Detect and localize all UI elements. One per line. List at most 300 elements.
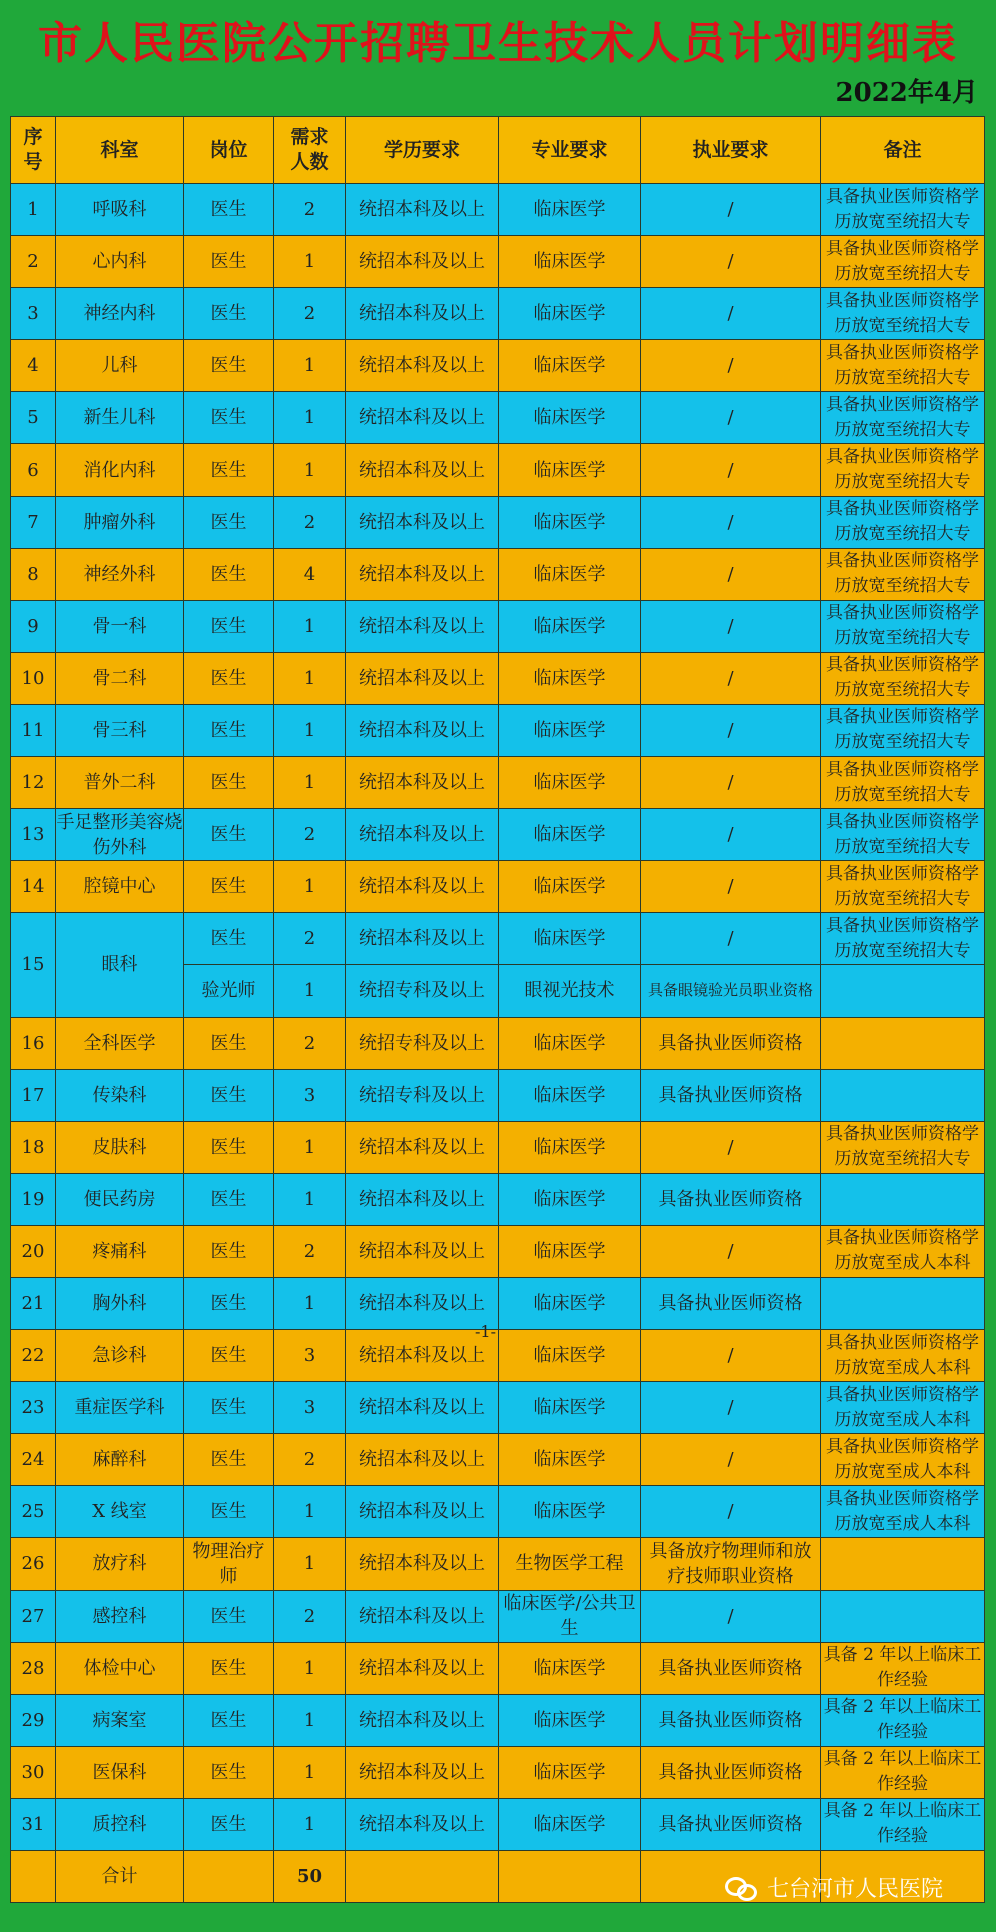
license-cell: 具备执业医师资格 (641, 1277, 821, 1329)
seq-cell: 14 (11, 861, 56, 913)
note-cell: 具备执业医师资格学历放宽至成人本科 (821, 1330, 985, 1382)
count-cell: 1 (274, 704, 346, 756)
post-cell: 医生 (184, 1173, 274, 1225)
count-cell: 1 (274, 236, 346, 288)
post-cell: 医生 (184, 913, 274, 965)
major-cell: 临床医学 (499, 1746, 641, 1798)
seq-cell: 20 (11, 1225, 56, 1277)
license-cell: / (641, 809, 821, 861)
note-cell: 具备 2 年以上临床工作经验 (821, 1642, 985, 1694)
dept-cell: 疼痛科 (56, 1225, 184, 1277)
major-cell: 临床医学 (499, 392, 641, 444)
page-number: -1- (475, 1322, 496, 1341)
post-cell: 医生 (184, 704, 274, 756)
license-cell: 具备执业医师资格 (641, 1746, 821, 1798)
note-cell: 具备执业医师资格学历放宽至统招大专 (821, 600, 985, 652)
major-cell: 临床医学 (499, 236, 641, 288)
count-cell: 2 (274, 1590, 346, 1642)
post-cell: 医生 (184, 1225, 274, 1277)
note-cell (821, 1017, 985, 1069)
major-cell: 临床医学 (499, 288, 641, 340)
post-cell: 验光师 (184, 965, 274, 1017)
major-cell: 临床医学 (499, 1798, 641, 1850)
major-cell: 临床医学 (499, 184, 641, 236)
note-cell (821, 1069, 985, 1121)
dept-cell: 新生儿科 (56, 392, 184, 444)
note-cell (821, 1590, 985, 1642)
major-cell: 临床医学 (499, 1330, 641, 1382)
note-cell (821, 1173, 985, 1225)
table-row (11, 809, 985, 861)
wechat-watermark (725, 1872, 943, 1903)
seq-cell: 13 (11, 809, 56, 861)
edu-cell: 统招本科及以上 (346, 913, 499, 965)
total-empty-cell (346, 1851, 499, 1903)
major-cell: 临床医学 (499, 1382, 641, 1434)
post-cell: 医生 (184, 1798, 274, 1850)
total-post-cell (184, 1851, 274, 1903)
edu-cell: 统招本科及以上 (346, 184, 499, 236)
date-label: 2022年4月 (835, 78, 978, 108)
total-seq-cell (11, 1851, 56, 1903)
major-cell: 临床医学 (499, 444, 641, 496)
license-cell: / (641, 704, 821, 756)
edu-cell: 统招本科及以上 (346, 600, 499, 652)
table-row (11, 1277, 985, 1329)
note-cell: 具备执业医师资格学历放宽至统招大专 (821, 757, 985, 809)
note-cell: 具备执业医师资格学历放宽至统招大专 (821, 913, 985, 965)
header-row (11, 117, 985, 184)
major-cell: 临床医学 (499, 1121, 641, 1173)
header-dept: 科室 (56, 117, 184, 184)
table-row (11, 1382, 985, 1434)
table-row (11, 548, 985, 600)
note-cell: 具备执业医师资格学历放宽至统招大专 (821, 548, 985, 600)
seq-cell: 29 (11, 1694, 56, 1746)
table-row (11, 1538, 985, 1590)
major-cell: 临床医学 (499, 1486, 641, 1538)
table-row (11, 913, 985, 965)
table-row (11, 444, 985, 496)
seq-cell: 19 (11, 1173, 56, 1225)
dept-cell: 全科医学 (56, 1017, 184, 1069)
edu-cell: 统招本科及以上 (346, 1173, 499, 1225)
note-cell: 具备执业医师资格学历放宽至成人本科 (821, 1486, 985, 1538)
table-row (11, 184, 985, 236)
table-row (11, 1017, 985, 1069)
count-cell: 3 (274, 1330, 346, 1382)
major-cell: 临床医学 (499, 340, 641, 392)
dept-cell: 儿科 (56, 340, 184, 392)
post-cell: 医生 (184, 1330, 274, 1382)
edu-cell: 统招本科及以上 (346, 392, 499, 444)
major-cell: 临床医学 (499, 1277, 641, 1329)
header-major: 专业要求 (499, 117, 641, 184)
dept-cell: 神经内科 (56, 288, 184, 340)
major-cell: 眼视光技术 (499, 965, 641, 1017)
seq-cell: 30 (11, 1746, 56, 1798)
count-cell: 1 (274, 757, 346, 809)
dept-cell: 急诊科 (56, 1330, 184, 1382)
note-cell: 具备执业医师资格学历放宽至统招大专 (821, 288, 985, 340)
table-row (11, 652, 985, 704)
count-cell: 2 (274, 1434, 346, 1486)
license-cell: / (641, 184, 821, 236)
edu-cell: 统招本科及以上 (346, 809, 499, 861)
table-row (11, 288, 985, 340)
note-cell: 具备执业医师资格学历放宽至统招大专 (821, 444, 985, 496)
post-cell: 物理治疗师 (184, 1538, 274, 1590)
license-cell: 具备执业医师资格 (641, 1798, 821, 1850)
edu-cell: 统招专科及以上 (346, 1017, 499, 1069)
major-cell: 临床医学 (499, 861, 641, 913)
note-cell: 具备执业医师资格学历放宽至统招大专 (821, 340, 985, 392)
post-cell: 医生 (184, 1121, 274, 1173)
note-cell (821, 1538, 985, 1590)
seq-cell: 21 (11, 1277, 56, 1329)
license-cell: / (641, 600, 821, 652)
license-cell: / (641, 1121, 821, 1173)
edu-cell: 统招本科及以上 (346, 757, 499, 809)
seq-cell: 22 (11, 1330, 56, 1382)
edu-cell: 统招本科及以上 (346, 548, 499, 600)
license-cell: / (641, 392, 821, 444)
post-cell: 医生 (184, 600, 274, 652)
dept-cell: 普外二科 (56, 757, 184, 809)
seq-cell: 26 (11, 1538, 56, 1590)
count-cell: 1 (274, 1798, 346, 1850)
seq-cell: 5 (11, 392, 56, 444)
major-cell: 临床医学 (499, 1225, 641, 1277)
note-cell: 具备执业医师资格学历放宽至统招大专 (821, 809, 985, 861)
post-cell: 医生 (184, 392, 274, 444)
edu-cell: 统招本科及以上 (346, 236, 499, 288)
seq-cell: 2 (11, 236, 56, 288)
count-cell: 4 (274, 548, 346, 600)
table-row (11, 1330, 985, 1382)
dept-cell: 消化内科 (56, 444, 184, 496)
count-cell: 1 (274, 600, 346, 652)
post-cell: 医生 (184, 1017, 274, 1069)
note-cell: 具备 2 年以上临床工作经验 (821, 1694, 985, 1746)
license-cell: / (641, 861, 821, 913)
dept-cell: 质控科 (56, 1798, 184, 1850)
seq-cell: 9 (11, 600, 56, 652)
note-cell: 具备 2 年以上临床工作经验 (821, 1798, 985, 1850)
count-cell: 1 (274, 1173, 346, 1225)
seq-cell: 25 (11, 1486, 56, 1538)
count-cell: 1 (274, 392, 346, 444)
post-cell: 医生 (184, 288, 274, 340)
post-cell: 医生 (184, 861, 274, 913)
post-cell: 医生 (184, 548, 274, 600)
edu-cell: 统招本科及以上 (346, 1538, 499, 1590)
major-cell: 临床医学 (499, 1173, 641, 1225)
post-cell: 医生 (184, 1642, 274, 1694)
license-cell: / (641, 236, 821, 288)
total-label-cell: 合计 (56, 1851, 184, 1903)
note-cell: 具备 2 年以上临床工作经验 (821, 1746, 985, 1798)
table-row (11, 1121, 985, 1173)
license-cell: / (641, 1330, 821, 1382)
count-cell: 2 (274, 1225, 346, 1277)
edu-cell: 统招本科及以上 (346, 1694, 499, 1746)
major-cell: 临床医学 (499, 809, 641, 861)
seq-cell: 28 (11, 1642, 56, 1694)
edu-cell: 统招本科及以上 (346, 1798, 499, 1850)
dept-cell: 腔镜中心 (56, 861, 184, 913)
edu-cell: 统招本科及以上 (346, 1382, 499, 1434)
license-cell: 具备放疗物理师和放疗技师职业资格 (641, 1538, 821, 1590)
edu-cell: 统招本科及以上 (346, 1486, 499, 1538)
count-cell: 2 (274, 496, 346, 548)
post-cell: 医生 (184, 1694, 274, 1746)
seq-cell: 4 (11, 340, 56, 392)
license-cell: 具备执业医师资格 (641, 1642, 821, 1694)
post-cell: 医生 (184, 809, 274, 861)
major-cell: 临床医学 (499, 757, 641, 809)
dept-cell: 骨二科 (56, 652, 184, 704)
table-row (11, 1798, 985, 1850)
wechat-icon (725, 1875, 759, 1901)
major-cell: 临床医学/公共卫生 (499, 1590, 641, 1642)
edu-cell: 统招专科及以上 (346, 965, 499, 1017)
post-cell: 医生 (184, 1277, 274, 1329)
note-cell: 具备执业医师资格学历放宽至统招大专 (821, 496, 985, 548)
license-cell: 具备执业医师资格 (641, 1173, 821, 1225)
note-cell (821, 1277, 985, 1329)
license-cell: / (641, 1225, 821, 1277)
table-row (11, 600, 985, 652)
total-empty-cell (499, 1851, 641, 1903)
seq-cell: 18 (11, 1121, 56, 1173)
license-cell: / (641, 757, 821, 809)
edu-cell: 统招本科及以上 (346, 1642, 499, 1694)
license-cell: 具备执业医师资格 (641, 1694, 821, 1746)
seq-cell: 10 (11, 652, 56, 704)
post-cell: 医生 (184, 757, 274, 809)
edu-cell: 统招本科及以上 (346, 444, 499, 496)
edu-cell: 统招本科及以上 (346, 1277, 499, 1329)
count-cell: 3 (274, 1069, 346, 1121)
table-row (11, 1486, 985, 1538)
seq-cell: 12 (11, 757, 56, 809)
count-cell: 1 (274, 1121, 346, 1173)
seq-cell: 16 (11, 1017, 56, 1069)
post-cell: 医生 (184, 236, 274, 288)
count-cell: 2 (274, 288, 346, 340)
header-note: 备注 (821, 117, 985, 184)
seq-cell: 11 (11, 704, 56, 756)
edu-cell: 统招专科及以上 (346, 1069, 499, 1121)
edu-cell: 统招本科及以上 (346, 652, 499, 704)
edu-cell: 统招本科及以上 (346, 861, 499, 913)
note-cell: 具备执业医师资格学历放宽至统招大专 (821, 861, 985, 913)
table-row (11, 757, 985, 809)
post-cell: 医生 (184, 444, 274, 496)
note-cell: 具备执业医师资格学历放宽至统招大专 (821, 236, 985, 288)
major-cell: 临床医学 (499, 548, 641, 600)
count-cell: 2 (274, 913, 346, 965)
seq-cell: 17 (11, 1069, 56, 1121)
seq-cell: 1 (11, 184, 56, 236)
post-cell: 医生 (184, 652, 274, 704)
license-cell: 具备执业医师资格 (641, 1069, 821, 1121)
post-cell: 医生 (184, 1590, 274, 1642)
note-cell (821, 965, 985, 1017)
post-cell: 医生 (184, 340, 274, 392)
note-cell: 具备执业医师资格学历放宽至成人本科 (821, 1225, 985, 1277)
seq-cell: 3 (11, 288, 56, 340)
license-cell: 具备眼镜验光员职业资格 (641, 965, 821, 1017)
note-cell: 具备执业医师资格学历放宽至成人本科 (821, 1434, 985, 1486)
seq-cell: 8 (11, 548, 56, 600)
dept-cell: 麻醉科 (56, 1434, 184, 1486)
post-cell: 医生 (184, 496, 274, 548)
edu-cell: 统招本科及以上 (346, 1434, 499, 1486)
license-cell: / (641, 1434, 821, 1486)
dept-cell: 肿瘤外科 (56, 496, 184, 548)
post-cell: 医生 (184, 1382, 274, 1434)
table-row (11, 1225, 985, 1277)
count-cell: 2 (274, 184, 346, 236)
license-cell: / (641, 548, 821, 600)
dept-cell: 神经外科 (56, 548, 184, 600)
license-cell: / (641, 652, 821, 704)
dept-cell: 手足整形美容烧伤外科 (56, 809, 184, 861)
note-cell: 具备执业医师资格学历放宽至统招大专 (821, 652, 985, 704)
table-row (11, 496, 985, 548)
edu-cell: 统招本科及以上 (346, 1746, 499, 1798)
dept-cell: 眼科 (56, 913, 184, 1017)
license-cell: / (641, 288, 821, 340)
count-cell: 1 (274, 1694, 346, 1746)
header-license: 执业要求 (641, 117, 821, 184)
major-cell: 临床医学 (499, 1434, 641, 1486)
edu-cell: 统招本科及以上 (346, 288, 499, 340)
seq-cell: 24 (11, 1434, 56, 1486)
edu-cell: 统招本科及以上 (346, 1121, 499, 1173)
major-cell: 生物医学工程 (499, 1538, 641, 1590)
table-row (11, 236, 985, 288)
table-row (11, 340, 985, 392)
dept-cell: 重症医学科 (56, 1382, 184, 1434)
recruitment-table (10, 116, 985, 1903)
seq-cell: 31 (11, 1798, 56, 1850)
edu-cell: 统招本科及以上 (346, 1225, 499, 1277)
header-seq: 序 号 (11, 117, 56, 184)
seq-cell: 7 (11, 496, 56, 548)
license-cell: / (641, 1486, 821, 1538)
post-cell: 医生 (184, 1069, 274, 1121)
dept-cell: 感控科 (56, 1590, 184, 1642)
note-cell: 具备执业医师资格学历放宽至统招大专 (821, 184, 985, 236)
page-title: 市人民医院公开招聘卫生技术人员计划明细表 (38, 18, 958, 69)
major-cell: 临床医学 (499, 913, 641, 965)
count-cell: 1 (274, 652, 346, 704)
dept-cell: 传染科 (56, 1069, 184, 1121)
post-cell: 医生 (184, 184, 274, 236)
major-cell: 临床医学 (499, 1642, 641, 1694)
header-count: 需求 人数 (274, 117, 346, 184)
major-cell: 临床医学 (499, 704, 641, 756)
license-cell: / (641, 340, 821, 392)
license-cell: / (641, 444, 821, 496)
table-row (11, 392, 985, 444)
table-row (11, 861, 985, 913)
seq-cell: 15 (11, 913, 56, 1017)
dept-cell: 体检中心 (56, 1642, 184, 1694)
license-cell: / (641, 1590, 821, 1642)
table-row (11, 1069, 985, 1121)
post-cell: 医生 (184, 1434, 274, 1486)
table-row (11, 1746, 985, 1798)
seq-cell: 27 (11, 1590, 56, 1642)
dept-cell: 病案室 (56, 1694, 184, 1746)
dept-cell: X 线室 (56, 1486, 184, 1538)
header-post: 岗位 (184, 117, 274, 184)
edu-cell: 统招本科及以上 (346, 496, 499, 548)
table-row (11, 1590, 985, 1642)
note-cell: 具备执业医师资格学历放宽至成人本科 (821, 1382, 985, 1434)
major-cell: 临床医学 (499, 600, 641, 652)
dept-cell: 呼吸科 (56, 184, 184, 236)
dept-cell: 骨一科 (56, 600, 184, 652)
count-cell: 1 (274, 444, 346, 496)
count-cell: 1 (274, 1746, 346, 1798)
table-row (11, 1434, 985, 1486)
dept-cell: 胸外科 (56, 1277, 184, 1329)
major-cell: 临床医学 (499, 1069, 641, 1121)
dept-cell: 医保科 (56, 1746, 184, 1798)
major-cell: 临床医学 (499, 1017, 641, 1069)
count-cell: 2 (274, 809, 346, 861)
seq-cell: 6 (11, 444, 56, 496)
note-cell: 具备执业医师资格学历放宽至统招大专 (821, 392, 985, 444)
count-cell: 1 (274, 340, 346, 392)
watermark-text: 七台河市人民医院 (767, 1877, 944, 1902)
edu-cell: 统招本科及以上 (346, 1590, 499, 1642)
note-cell: 具备执业医师资格学历放宽至统招大专 (821, 704, 985, 756)
license-cell: 具备执业医师资格 (641, 1017, 821, 1069)
seq-cell: 23 (11, 1382, 56, 1434)
table-row (11, 704, 985, 756)
count-cell: 3 (274, 1382, 346, 1434)
dept-cell: 骨三科 (56, 704, 184, 756)
major-cell: 临床医学 (499, 496, 641, 548)
count-cell: 1 (274, 1642, 346, 1694)
count-cell: 1 (274, 861, 346, 913)
table-row (11, 1642, 985, 1694)
post-cell: 医生 (184, 1746, 274, 1798)
dept-cell: 皮肤科 (56, 1121, 184, 1173)
count-cell: 1 (274, 1486, 346, 1538)
edu-cell: 统招本科及以上 (346, 340, 499, 392)
header-edu: 学历要求 (346, 117, 499, 184)
dept-cell: 便民药房 (56, 1173, 184, 1225)
post-cell: 医生 (184, 1486, 274, 1538)
license-cell: / (641, 913, 821, 965)
table-row (11, 1694, 985, 1746)
dept-cell: 放疗科 (56, 1538, 184, 1590)
note-cell: 具备执业医师资格学历放宽至统招大专 (821, 1121, 985, 1173)
count-cell: 1 (274, 1277, 346, 1329)
license-cell: / (641, 496, 821, 548)
major-cell: 临床医学 (499, 652, 641, 704)
total-count-cell: 50 (274, 1851, 346, 1903)
count-cell: 1 (274, 965, 346, 1017)
table-row (11, 1173, 985, 1225)
